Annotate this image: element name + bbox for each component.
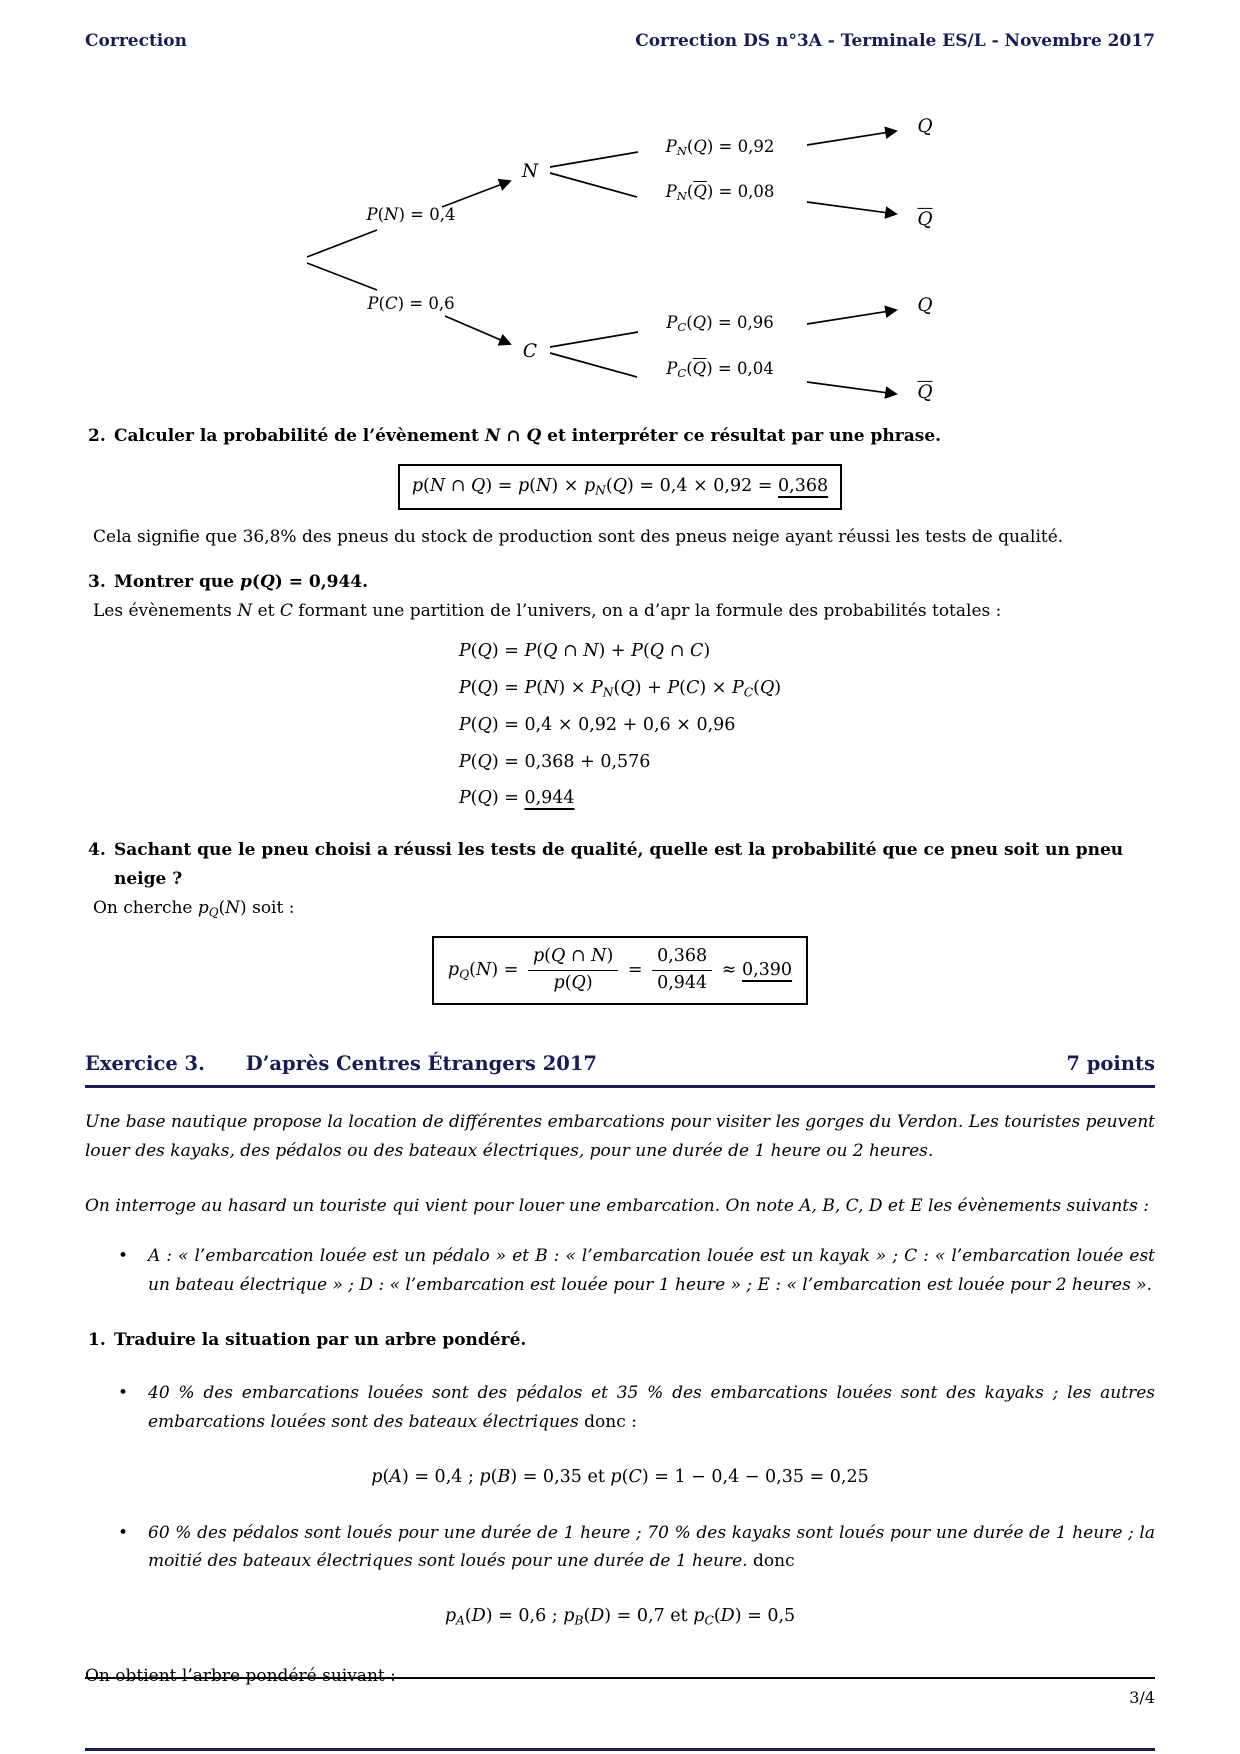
equation-line: P(Q) = P(Q ∩ N) + P(Q ∩ C) <box>458 641 711 662</box>
equation-line: P(Q) = 0,4 × 0,92 + 0,6 × 0,96 <box>458 714 736 735</box>
boxed-formula-n-inter-q: p(N ∩ Q) = p(N) × pN(Q) = 0,4 × 0,92 = 0,368 <box>398 464 842 510</box>
bottom-navy-rule <box>85 1748 1155 1751</box>
exercise-3-question-1-number: 1. <box>88 1330 106 1351</box>
exercise-3-points: 7 points <box>1066 1051 1155 1075</box>
interpretation-text: Cela signifie que 36,8% des pneus du stock de production sont des pneus neige ayant réussi les tests de qualité. <box>93 526 1064 547</box>
list-item-percentages-duration <box>85 1519 1155 1577</box>
boxed-formula-conditional: pQ(N) = $\frac{p(Q \cap N)}{p(Q)}$ = $\frac{0,368}{0,944}$ ≈ 0,390 <box>432 936 808 1005</box>
closing-sentence: On obtient l’arbre pondéré suivant : <box>85 1666 396 1687</box>
exercise-3-question-1-heading <box>85 1326 1155 1355</box>
branch-label-p-n: P(N) = 0,4 <box>366 205 456 225</box>
page-number: 3/4 <box>1129 1688 1155 1707</box>
question-4-number: 4. <box>88 840 106 861</box>
question-3-intro: Les évènements N et C formant une partition de l’univers, on a d’apr la formule des probabilités totales : <box>93 600 1002 621</box>
bullet-icon: • <box>118 1383 129 1404</box>
branch-label-pc-qbar: $PC(\overline{Q}) = 0,04$ <box>666 359 774 381</box>
exercise-3-header <box>85 1047 1155 1088</box>
percentages-boats-text: 40 % des embarcations louées sont des pédalos et 35 % des embarcations louées sont des kayaks ; les autres embarcations louées sont des bateaux électriques donc : <box>148 1383 1155 1432</box>
question-4-heading <box>85 836 1155 894</box>
question-2-title: Calculer la probabilité de l’évènement N ∩ Q et interpréter ce résultat par une phrase. <box>114 426 942 447</box>
question-3-title: Montrer que p(Q) = 0,944. <box>114 571 369 592</box>
percentages-duration-text: 60 % des pédalos sont loués pour une durée de 1 heure ; 70 % des kayaks sont loués pour une durée de 1 heure ; la moitié des bateaux électriques sont loués pour une durée de 1 heure. donc <box>148 1522 1155 1572</box>
exercise-3-label: Exercice 3. <box>85 1051 205 1075</box>
equation-p-a-b-c: p(A) = 0,4 ; p(B) = 0,35 et p(C) = 1 − 0,4 − 0,35 = 0,25 <box>371 1466 869 1487</box>
equation-line: P(Q) = P(N) × PN(Q) + P(C) × PC(Q) <box>458 678 782 700</box>
exercise-3-source: D’après Centres Étrangers 2017 <box>245 1051 597 1075</box>
bullet-icon: • <box>118 1246 129 1267</box>
tree-leaf-qbar-bottom: $\overline{Q}$ <box>917 382 933 403</box>
events-intro-paragraph: On interroge au hasard un touriste qui vient pour louer une embarcation. On note A, B, C, D et E les évènements suivants : <box>85 1195 1149 1216</box>
branch-label-pc-q: PC(Q) = 0,96 <box>666 313 774 335</box>
events-definition-text: A : « l’embarcation louée est un pédalo » et B : « l’embarcation louée est un kayak » ; C : « l’embarcation louée est un bateau électrique » ; D : « l’embarcation est louée pour 1 heure » ; E : « l’embarcation est louée pour 2 heures ». <box>148 1246 1155 1296</box>
question-3-number: 3. <box>88 571 106 592</box>
page-header <box>85 30 1155 52</box>
list-item-percentages-boats <box>85 1379 1155 1437</box>
tree-node-n: N <box>521 161 539 182</box>
tree-leaf-q-top: Q <box>917 116 933 137</box>
tree-leaf-q-bottom: Q <box>917 295 933 316</box>
equation-p-d-conditional: pA(D) = 0,6 ; pB(D) = 0,7 et pC(D) = 0,5 <box>444 1606 796 1628</box>
exercise-intro-paragraph: Une base nautique propose la location de différentes embarcations pour visiter les gorges du Verdon. Les touristes peuvent louer des kayaks, des pédalos ou des bateaux électriques, pour une durée de 1 heure ou 2 heures. <box>85 1111 1155 1161</box>
question-3-heading <box>85 568 1155 597</box>
branch-label-pn-q: PN(Q) = 0,92 <box>665 137 775 159</box>
question-4-title: Sachant que le pneu choisi a réussi les tests de qualité, quelle est la probabilité que ce pneu soit un pneu neige ? <box>114 840 1124 890</box>
tree-node-c: C <box>522 341 538 362</box>
branch-label-pn-qbar: $PN(\overline{Q}) = 0,08$ <box>665 182 775 204</box>
question-2-heading <box>85 422 1155 451</box>
exercise-3-title-group <box>85 1047 597 1080</box>
header-left-title: Correction <box>85 31 187 51</box>
tree-branches <box>280 102 980 414</box>
tree-leaf-qbar-top: $\overline{Q}$ <box>917 209 933 230</box>
bullet-icon: • <box>118 1522 129 1543</box>
equation-line: P(Q) = 0,944 <box>458 788 575 809</box>
total-probability-equations <box>459 637 781 814</box>
branch-label-p-c: P(C) = 0,6 <box>367 294 455 314</box>
footer-rule <box>85 1677 1155 1679</box>
question-2-number: 2. <box>88 426 106 447</box>
list-item-events <box>85 1242 1155 1300</box>
probability-tree-diagram <box>280 102 980 414</box>
question-4-lead: On cherche pQ(N) soit : <box>93 897 295 920</box>
header-right-title: Correction DS n°3A - Terminale ES/L - Novembre 2017 <box>635 31 1155 51</box>
equation-line: P(Q) = 0,368 + 0,576 <box>458 751 651 772</box>
exercise-3-question-1-title: Traduire la situation par un arbre pondéré. <box>114 1330 527 1351</box>
